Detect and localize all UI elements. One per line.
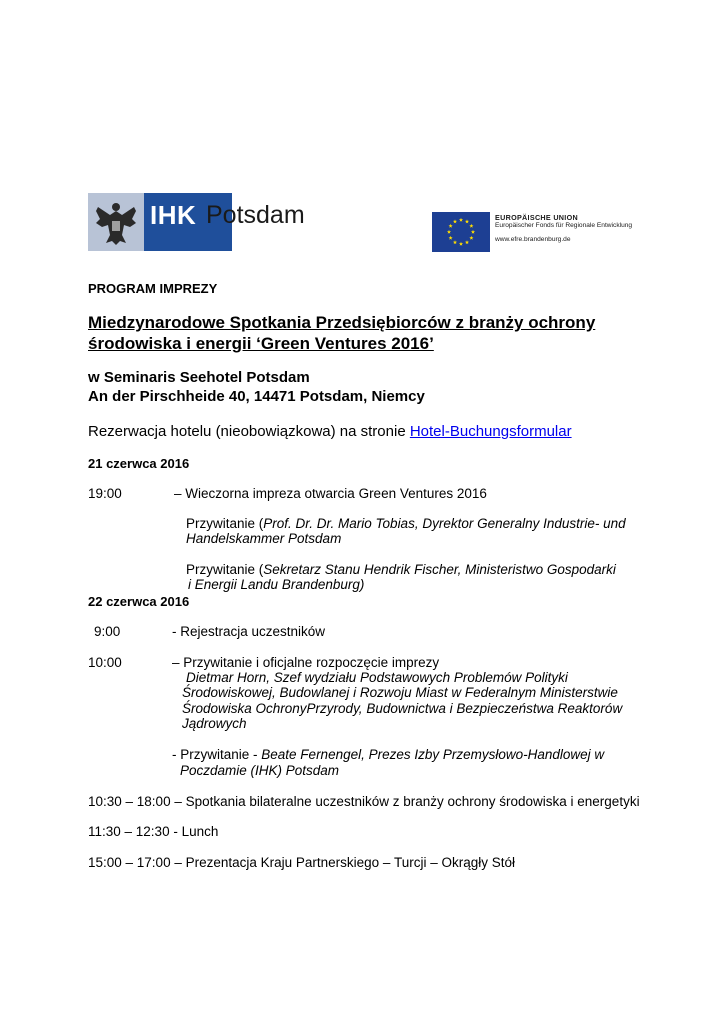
day1-welcome2-line1 bbox=[186, 562, 616, 577]
program-label: PROGRAM IMPREZY bbox=[88, 281, 218, 296]
eu-star-icon bbox=[453, 240, 457, 244]
eu-star-icon bbox=[453, 219, 457, 223]
day1-welcome2-prefix: Przywitanie ( bbox=[186, 562, 264, 577]
day2-speaker2-line2: Poczdamie (IHK) Potsdam bbox=[180, 763, 340, 778]
eu-star-icon bbox=[471, 230, 475, 234]
day1-welcome1-line2: Handelskammer Potsdam bbox=[186, 531, 342, 546]
day1-welcome2-line2: i Energii Landu Brandenburg) bbox=[188, 577, 365, 592]
eu-star-icon bbox=[447, 230, 451, 234]
schedule-item-presentation: 15:00 – 17:00 – Prezentacja Kraju Partnerskiego – Turcji – Okrągły Stół bbox=[88, 855, 515, 870]
schedule-item-lunch: 11:30 – 12:30 - Lunch bbox=[88, 824, 219, 839]
booking-line bbox=[88, 423, 572, 440]
venue-line-1: w Seminaris Seehotel Potsdam bbox=[88, 369, 310, 386]
eu-flag-icon bbox=[432, 212, 490, 252]
eu-star-icon bbox=[465, 240, 469, 244]
eu-fund-label: Europäischer Fonds für Regionale Entwicklung bbox=[495, 222, 633, 229]
day2-speaker2-name: Beate Fernengel, Prezes Izby Przemysłowo-Handlowej w bbox=[261, 747, 605, 762]
eu-union-label: EUROPÄISCHE UNION bbox=[495, 213, 578, 222]
day1-welcome1-line1 bbox=[186, 516, 626, 531]
ihk-brand-text: IHK bbox=[150, 200, 197, 230]
eu-star-icon bbox=[465, 219, 469, 223]
ihk-potsdam-logo bbox=[88, 193, 303, 251]
day2-item1-text: - Rejestracja uczestników bbox=[172, 624, 326, 639]
venue-line-2: An der Pirschheide 40, 14471 Potsdam, Niemcy bbox=[88, 388, 425, 405]
day2-item2-time: 10:00 bbox=[88, 655, 122, 670]
day1-welcome1-speaker: Prof. Dr. Dr. Mario Tobias, Dyrektor Generalny Industrie- und bbox=[263, 516, 626, 531]
schedule-item-bilateral: 10:30 – 18:00 – Spotkania bilateralne uczestników z branży ochrony środowiska i energetyki bbox=[88, 794, 640, 809]
day2-speaker2-line1 bbox=[172, 747, 604, 762]
eagle-icon bbox=[88, 193, 144, 251]
day1-date: 21 czerwca 2016 bbox=[88, 456, 190, 471]
eu-logo bbox=[432, 212, 644, 252]
day2-speaker1-line1: Dietmar Horn, Szef wydziału Podstawowych Problemów Polityki bbox=[186, 670, 568, 685]
ihk-city-text: Potsdam bbox=[206, 201, 305, 229]
eu-star-icon bbox=[469, 236, 473, 240]
eu-website-label: www.efre.brandenburg.de bbox=[495, 236, 571, 243]
day2-speaker1-line4: Jądrowych bbox=[182, 716, 247, 731]
eu-star-icon bbox=[459, 242, 463, 246]
day2-speaker2-prefix: - Przywitanie - bbox=[172, 747, 262, 762]
day2-speaker1-line2: Środowiskowej, Budowlanej i Rozwoju Miast w Federalnym Ministerstwie bbox=[182, 685, 618, 700]
day2-speaker1-line3: Środowiska OchronyPrzyrody, Budownictwa i Bezpieczeństwa Reaktorów bbox=[182, 701, 623, 716]
hotel-booking-link[interactable]: Hotel-Buchungsformular bbox=[409, 423, 572, 440]
title-line-1: Miedzynarodowe Spotkania Przedsiębiorców z branży ochrony bbox=[88, 313, 596, 332]
day1-event: – Wieczorna impreza otwarcia Green Ventures 2016 bbox=[174, 486, 487, 501]
eu-star-icon bbox=[449, 224, 453, 228]
day2-item2-text: – Przywitanie i oficjalne rozpoczęcie imprezy bbox=[172, 655, 440, 670]
eu-star-icon bbox=[469, 224, 473, 228]
eu-star-icon bbox=[459, 218, 463, 222]
day2-item1-time: 9:00 bbox=[94, 624, 121, 639]
booking-text: Rezerwacja hotelu (nieobowiązkowa) na stronie bbox=[88, 423, 410, 440]
day1-welcome1-prefix: Przywitanie ( bbox=[186, 516, 264, 531]
day1-time: 19:00 bbox=[88, 486, 122, 501]
title-line-2: środowiska i energii ‘Green Ventures 2016’ bbox=[88, 334, 434, 353]
eu-star-icon bbox=[449, 236, 453, 240]
day2-date: 22 czerwca 2016 bbox=[88, 594, 190, 609]
day1-welcome2-speaker: Sekretarz Stanu Hendrik Fischer, Ministeristwo Gospodarki bbox=[263, 562, 616, 577]
